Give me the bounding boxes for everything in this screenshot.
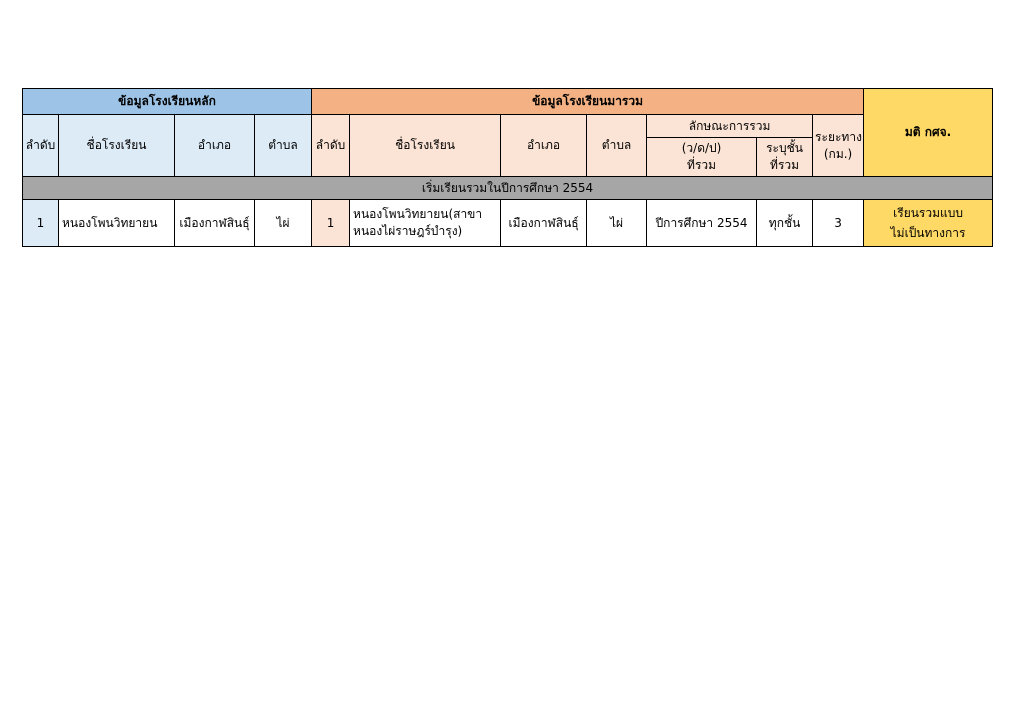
- main-school-name-header: ชื่อโรงเรียน: [59, 115, 175, 177]
- main-district-cell: เมืองกาฬสินธุ์: [175, 200, 255, 247]
- grade-levels-label: ระบุชั้น: [766, 141, 803, 155]
- main-subdistrict-header: ตำบล: [255, 115, 312, 177]
- grade-levels-sub: ที่รวม: [770, 158, 800, 172]
- merge-year-cell: ปีการศึกษา 2554: [647, 200, 757, 247]
- academic-year-section: เริ่มเรียนรวมในปีการศึกษา 2554: [23, 177, 993, 200]
- resolution-cell: [864, 200, 993, 247]
- distance-header: [813, 115, 864, 177]
- merged-order-cell: 1: [312, 200, 350, 247]
- grades-cell: ทุกชั้น: [757, 200, 813, 247]
- main-subdistrict-cell: ไผ่: [255, 200, 312, 247]
- main-school-cell: หนองโพนวิทยายน: [59, 200, 175, 247]
- main-school-header: ข้อมูลโรงเรียนหลัก: [23, 89, 312, 115]
- resolution-header: มติ กศจ.: [864, 89, 993, 177]
- resolution-line1: เรียนรวมแบบ: [893, 206, 963, 220]
- grade-levels-header: [757, 138, 813, 177]
- merged-school-line1: หนองโพนวิทยายน(สาขา: [353, 207, 483, 221]
- merged-school-name-header: ชื่อโรงเรียน: [350, 115, 501, 177]
- merge-date-sub: ที่รวม: [687, 158, 717, 172]
- merge-date-header: [647, 138, 757, 177]
- merge-type-header: ลักษณะการรวม: [647, 115, 813, 138]
- merged-district-cell: เมืองกาฬสินธุ์: [501, 200, 587, 247]
- main-order-header: ลำดับ: [23, 115, 59, 177]
- merged-district-header: อำเภอ: [501, 115, 587, 177]
- main-order-cell: 1: [23, 200, 59, 247]
- merged-subdistrict-header: ตำบล: [587, 115, 647, 177]
- distance-label: ระยะทาง: [815, 129, 862, 144]
- merged-school-line2: หนองไผ่ราษฎร์บำรุง): [353, 224, 463, 238]
- merged-school-cell: [350, 200, 501, 247]
- main-district-header: อำเภอ: [175, 115, 255, 177]
- merged-subdistrict-cell: ไผ่: [587, 200, 647, 247]
- resolution-line2: ไม่เป็นทางการ: [890, 226, 966, 240]
- merge-date-label: (ว/ด/ป): [681, 141, 722, 155]
- distance-cell: 3: [813, 200, 864, 247]
- merged-order-header: ลำดับ: [312, 115, 350, 177]
- school-merge-table: [22, 88, 993, 247]
- distance-unit: (กม.): [823, 146, 853, 161]
- table-row: [23, 200, 993, 247]
- merged-school-header: ข้อมูลโรงเรียนมารวม: [312, 89, 864, 115]
